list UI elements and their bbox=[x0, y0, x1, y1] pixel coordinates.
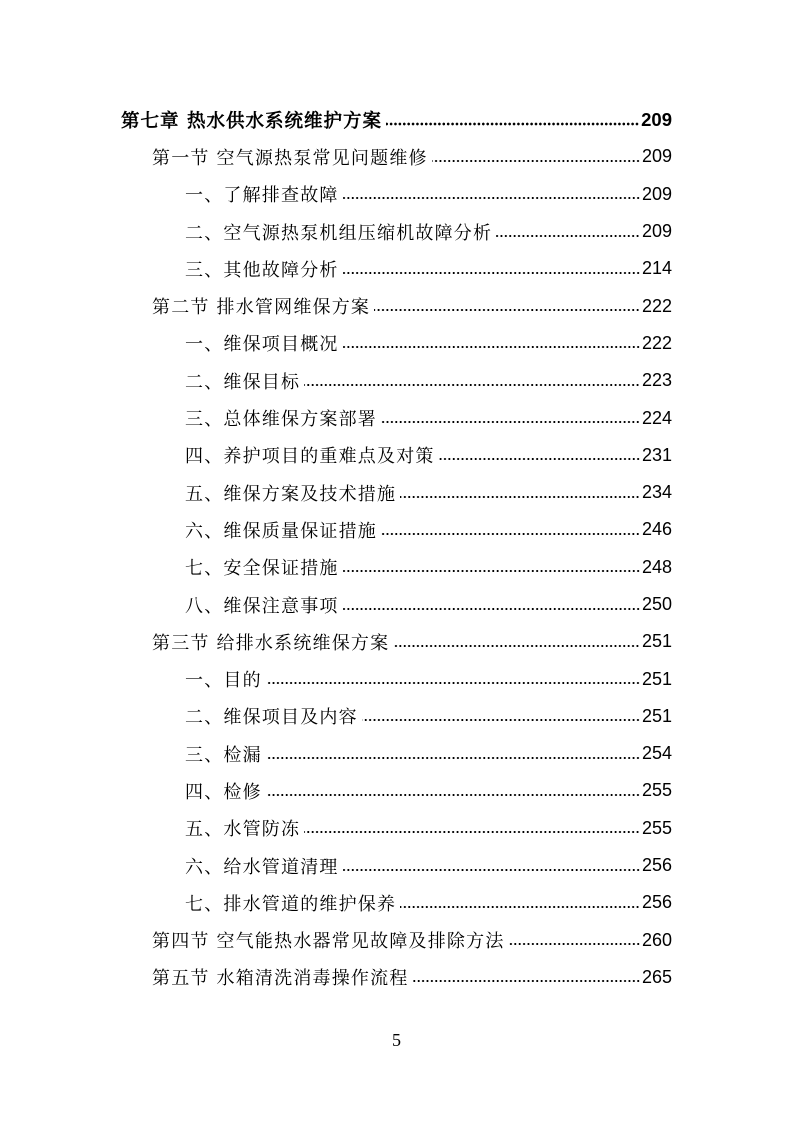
dot-leader bbox=[343, 271, 640, 275]
toc-entry-title: 第七章 热水供水系统维护方案 bbox=[121, 110, 382, 132]
toc-entry-page: 251 bbox=[641, 668, 672, 689]
toc-entry-title: 第一节 空气源热泵常见问题维修 bbox=[152, 147, 428, 169]
toc-entry-title: 第五节 水箱清洗消毒操作流程 bbox=[152, 968, 409, 990]
toc-entry-page: 248 bbox=[641, 556, 672, 577]
toc-chapter[interactable] bbox=[0, 101, 793, 138]
toc-section[interactable] bbox=[0, 922, 793, 959]
toc-entry-page: 246 bbox=[641, 519, 672, 540]
toc-entry-page: 209 bbox=[641, 221, 672, 242]
toc-entry-title: 七、排水管道的维护保养 bbox=[185, 893, 397, 915]
toc-entry-title: 一、目的 bbox=[185, 670, 262, 692]
toc-subsection[interactable] bbox=[0, 772, 793, 809]
dot-leader bbox=[304, 830, 640, 834]
toc-entry-title: 八、维保注意事项 bbox=[185, 595, 339, 617]
toc-entry-title: 第四节 空气能热水器常见故障及排除方法 bbox=[152, 931, 505, 953]
toc-subsection[interactable] bbox=[0, 250, 793, 287]
page-number: 5 bbox=[392, 1030, 401, 1050]
toc-subsection[interactable] bbox=[0, 511, 793, 548]
dot-leader bbox=[432, 159, 640, 163]
toc-entry-page: 209 bbox=[641, 108, 672, 130]
toc-entry-title: 一、了解排查故障 bbox=[185, 185, 339, 207]
toc-subsection[interactable] bbox=[0, 437, 793, 474]
toc-subsection[interactable] bbox=[0, 362, 793, 399]
toc-entry-page: 223 bbox=[641, 370, 672, 391]
dot-leader bbox=[343, 569, 640, 573]
toc-entry-page: 254 bbox=[641, 743, 672, 764]
toc-subsection[interactable] bbox=[0, 884, 793, 921]
dot-leader bbox=[304, 383, 640, 387]
dot-leader bbox=[374, 308, 640, 312]
toc-entry-page: 231 bbox=[641, 444, 672, 465]
dot-leader bbox=[266, 756, 640, 760]
dot-leader bbox=[496, 234, 640, 238]
dot-leader bbox=[386, 122, 639, 126]
toc-entry-title: 六、给水管道清理 bbox=[185, 856, 339, 878]
toc-entry-title: 五、水管防冻 bbox=[185, 819, 301, 841]
toc-subsection[interactable] bbox=[0, 660, 793, 697]
toc-entry-page: 260 bbox=[641, 929, 672, 950]
toc-subsection[interactable] bbox=[0, 549, 793, 586]
toc-subsection[interactable] bbox=[0, 399, 793, 436]
toc-section[interactable] bbox=[0, 623, 793, 660]
dot-leader bbox=[266, 681, 640, 685]
toc-entry-page: 250 bbox=[641, 594, 672, 614]
toc-entry-title: 三、其他故障分析 bbox=[185, 259, 339, 281]
table-of-contents bbox=[0, 101, 793, 996]
dot-leader bbox=[413, 979, 640, 983]
dot-leader bbox=[343, 345, 640, 349]
dot-leader bbox=[509, 942, 640, 946]
toc-entry-page: 209 bbox=[641, 183, 672, 204]
toc-subsection[interactable] bbox=[0, 810, 793, 847]
toc-entry-page: 256 bbox=[641, 855, 672, 876]
toc-entry-page: 255 bbox=[641, 817, 672, 838]
toc-entry-title: 六、维保质量保证措施 bbox=[185, 520, 377, 542]
toc-entry-title: 四、养护项目的重难点及对策 bbox=[185, 446, 435, 468]
toc-entry-title: 一、维保项目概况 bbox=[185, 334, 339, 356]
dot-leader bbox=[393, 644, 640, 648]
toc-entry-page: 222 bbox=[641, 332, 672, 353]
dot-leader bbox=[381, 532, 640, 536]
toc-subsection[interactable] bbox=[0, 586, 793, 623]
toc-section[interactable] bbox=[0, 138, 793, 175]
dot-leader bbox=[343, 868, 640, 872]
toc-entry-title: 三、检漏 bbox=[185, 744, 262, 766]
toc-entry-title: 第二节 排水管网维保方案 bbox=[152, 297, 371, 319]
dot-leader bbox=[439, 457, 640, 461]
toc-entry-page: 222 bbox=[641, 295, 672, 316]
toc-entry-page: 251 bbox=[641, 631, 672, 652]
toc-entry-page: 224 bbox=[641, 407, 672, 428]
toc-entry-title: 五、维保方案及技术措施 bbox=[185, 483, 397, 505]
toc-subsection[interactable] bbox=[0, 325, 793, 362]
toc-entry-page: 234 bbox=[641, 482, 672, 503]
dot-leader bbox=[266, 793, 640, 797]
toc-entry-title: 第三节 给排水系统维保方案 bbox=[152, 632, 390, 654]
toc-section[interactable] bbox=[0, 287, 793, 324]
dot-leader bbox=[400, 495, 640, 499]
toc-subsection[interactable] bbox=[0, 735, 793, 772]
toc-subsection[interactable] bbox=[0, 698, 793, 735]
toc-entry-page: 265 bbox=[641, 966, 672, 987]
toc-entry-title: 三、总体维保方案部署 bbox=[185, 409, 377, 431]
toc-entry-page: 209 bbox=[641, 146, 672, 167]
dot-leader bbox=[400, 905, 640, 909]
toc-entry-title: 二、空气源热泵机组压缩机故障分析 bbox=[185, 222, 493, 244]
toc-entry-page: 251 bbox=[641, 705, 672, 726]
dot-leader bbox=[343, 607, 640, 611]
dot-leader bbox=[343, 196, 640, 200]
toc-entry-title: 二、维保项目及内容 bbox=[185, 707, 358, 729]
toc-entry-page: 255 bbox=[641, 780, 672, 801]
toc-subsection[interactable] bbox=[0, 213, 793, 250]
dot-leader bbox=[362, 718, 640, 722]
dot-leader bbox=[381, 420, 640, 424]
toc-entry-page: 214 bbox=[641, 258, 672, 279]
toc-entry-title: 四、检修 bbox=[185, 781, 262, 803]
toc-entry-title: 七、安全保证措施 bbox=[185, 558, 339, 580]
toc-subsection[interactable] bbox=[0, 176, 793, 213]
toc-entry-page: 256 bbox=[641, 892, 672, 913]
toc-entry-title: 二、维保目标 bbox=[185, 371, 301, 393]
toc-subsection[interactable] bbox=[0, 847, 793, 884]
toc-subsection[interactable] bbox=[0, 474, 793, 511]
toc-section[interactable] bbox=[0, 959, 793, 996]
